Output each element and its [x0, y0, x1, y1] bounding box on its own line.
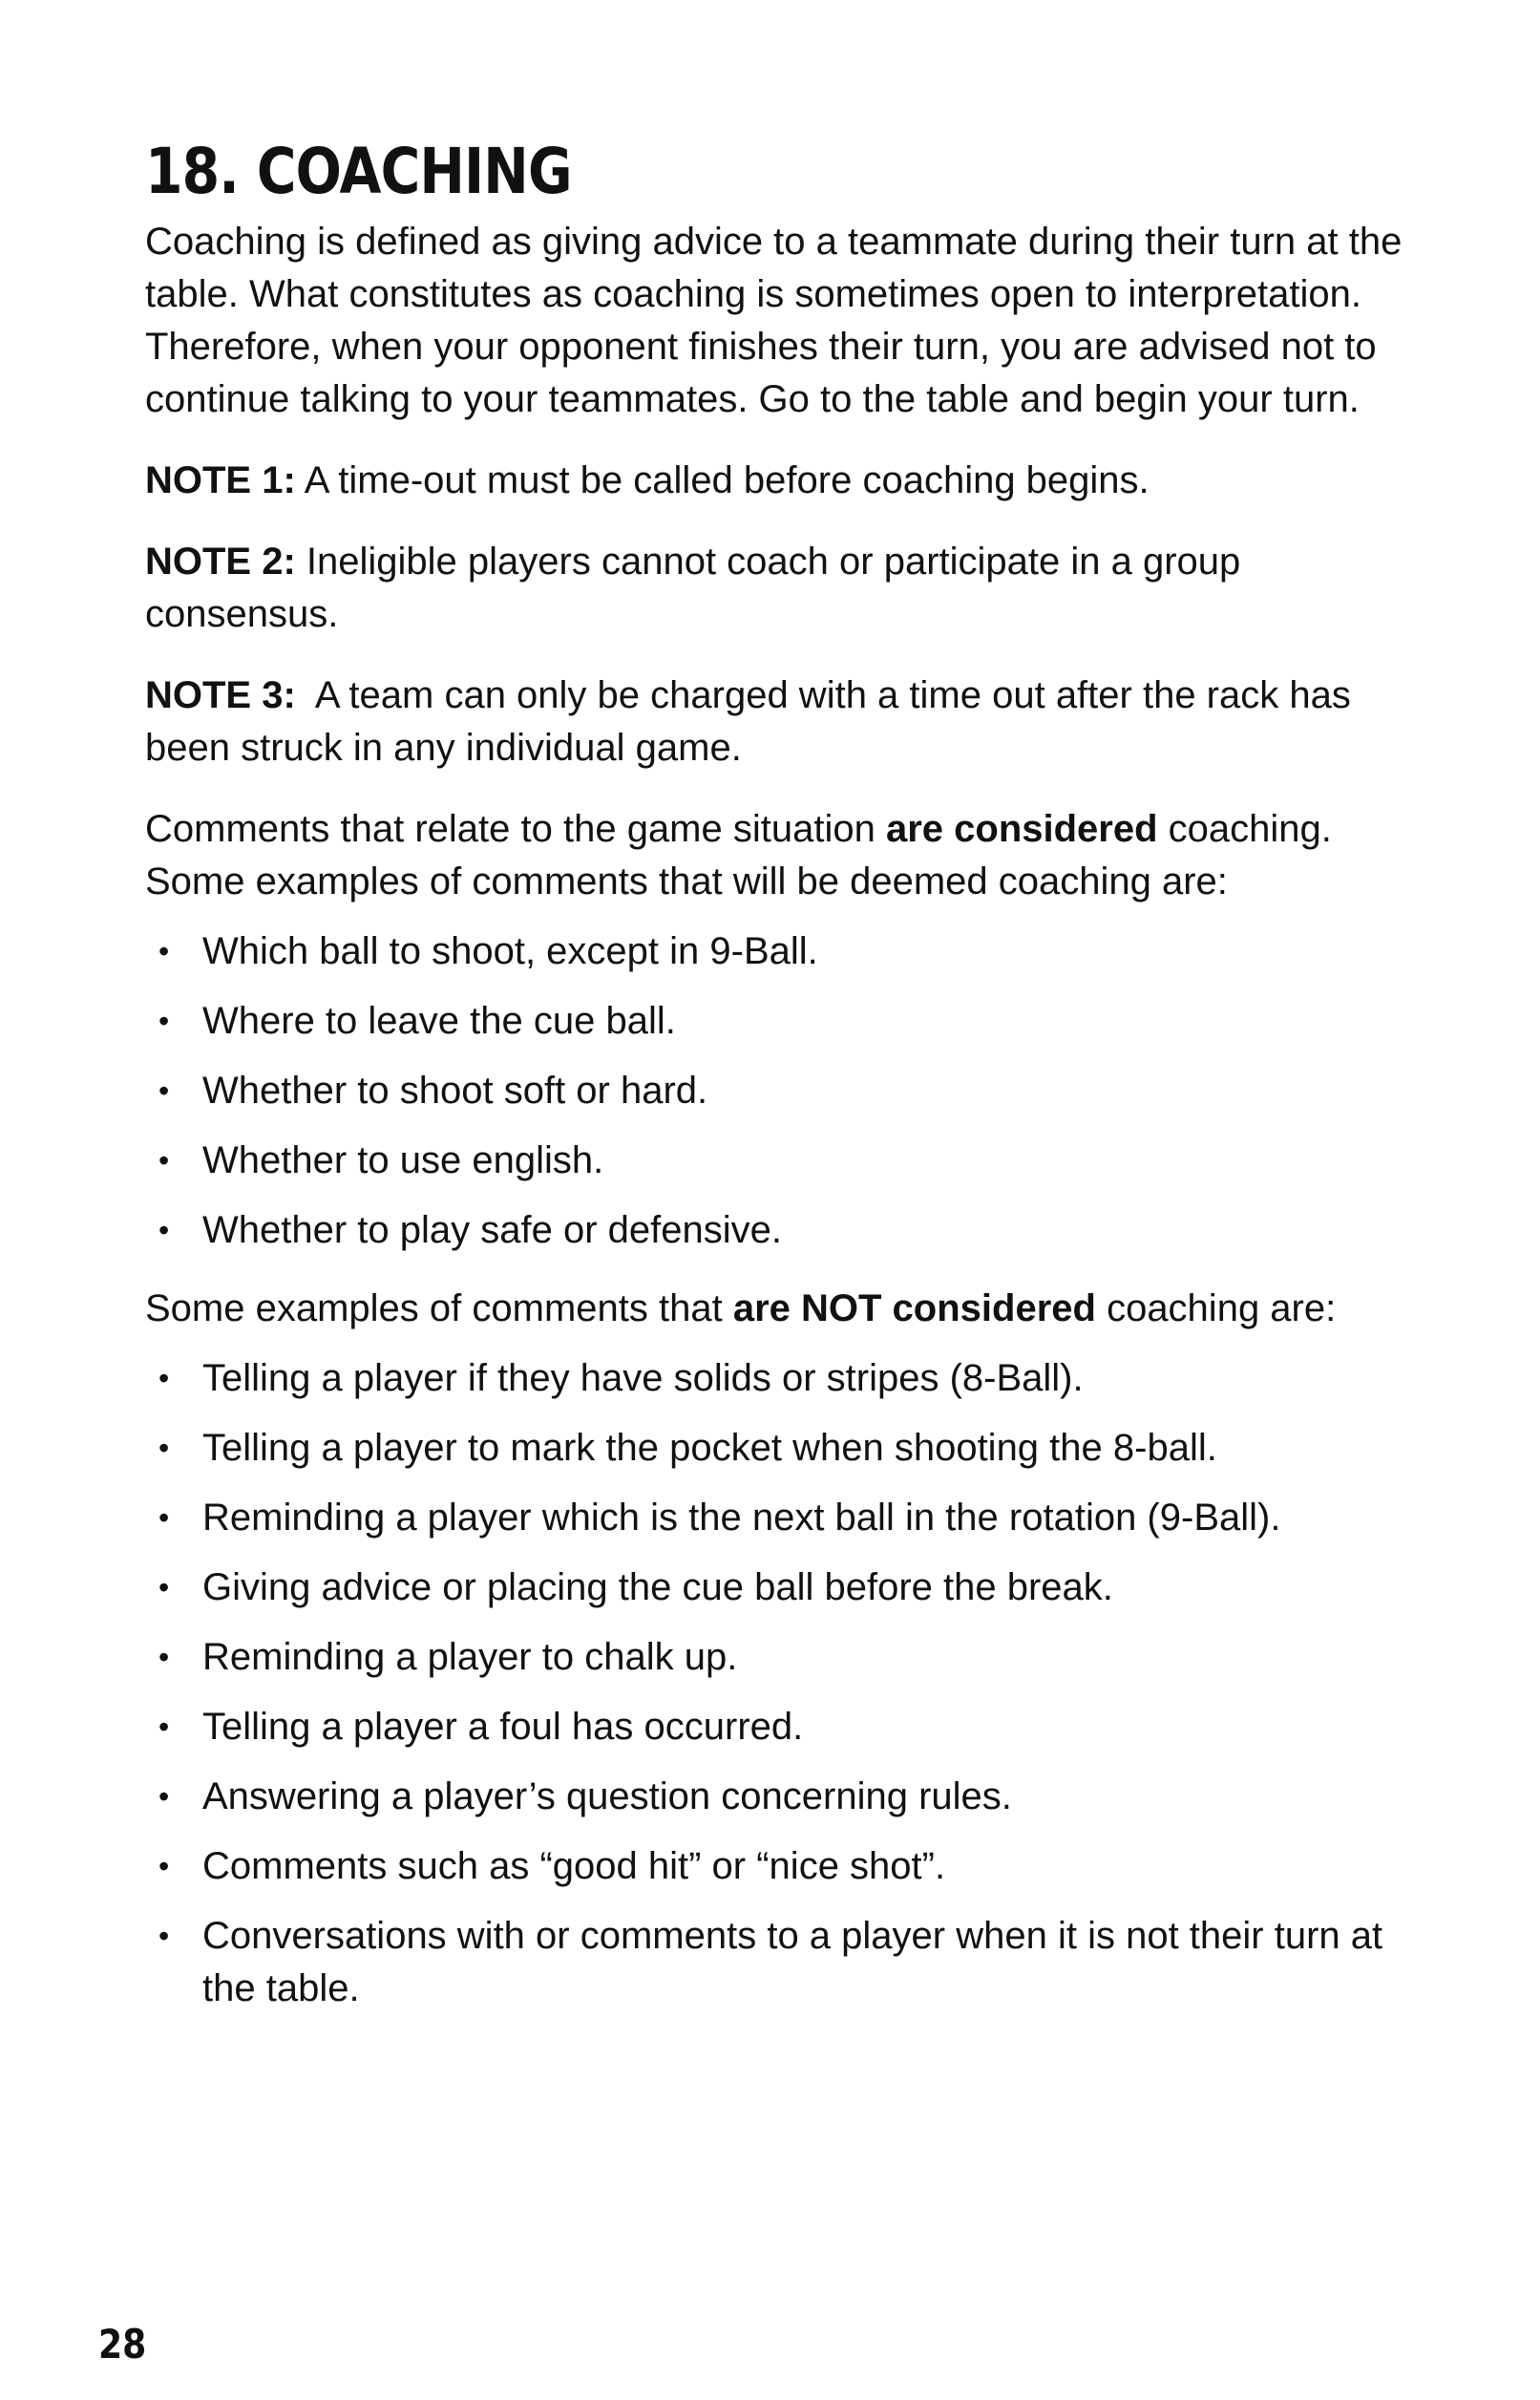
list-item-text: Whether to shoot soft or hard.	[202, 1070, 708, 1112]
page-number: 28	[98, 2321, 147, 2368]
bullet-icon: •	[158, 1213, 170, 1247]
list-item	[145, 1840, 1415, 1893]
list-item-text: Where to leave the cue ball.	[202, 1000, 676, 1042]
list-item	[145, 1701, 1415, 1753]
list-item-text: Which ball to shoot, except in 9-Ball.	[202, 930, 818, 972]
not-considered-intro	[145, 1283, 1415, 1335]
list-item-text: Conversations with or comments to a player when it is not their turn at the table.	[202, 1915, 1383, 2009]
note-3-label: NOTE 3:	[145, 674, 296, 716]
note-3-text: A team can only be charged with a time out after the rack has been struck in any individual game.	[145, 674, 1361, 769]
list-item-text: Telling a player if they have solids or stripes (8-Ball).	[202, 1357, 1084, 1399]
list-item	[145, 1561, 1415, 1614]
not-considered-intro-after: coaching are:	[1095, 1287, 1337, 1329]
considered-list	[145, 925, 1415, 1257]
list-item-text: Giving advice or placing the cue ball before the break.	[202, 1566, 1113, 1608]
list-item	[145, 1065, 1415, 1117]
list-item	[145, 1135, 1415, 1187]
list-item-text: Whether to play safe or defensive.	[202, 1209, 782, 1251]
bullet-icon: •	[158, 1361, 170, 1395]
considered-intro-before: Comments that relate to the game situation	[145, 808, 886, 850]
list-item-text: Telling a player to mark the pocket when shooting the 8-ball.	[202, 1427, 1217, 1469]
bullet-icon: •	[158, 1004, 170, 1038]
bullet-icon: •	[158, 1073, 170, 1108]
not-considered-list	[145, 1352, 1415, 2015]
list-item	[145, 1352, 1415, 1405]
list-item	[145, 1492, 1415, 1544]
page-content	[145, 134, 1415, 2041]
note-1	[145, 455, 1415, 507]
note-2-text: Ineligible players cannot coach or participate in a group consensus.	[145, 541, 1241, 635]
note-3	[145, 669, 1415, 775]
section-title: 18. COACHING	[145, 135, 572, 208]
list-item	[145, 1204, 1415, 1257]
list-item-text: Answering a player’s question concerning rules.	[202, 1775, 1012, 1817]
bullet-icon: •	[158, 1500, 170, 1535]
bullet-icon: •	[158, 1143, 170, 1178]
considered-intro-bold: are considered	[885, 808, 1158, 850]
bullet-icon: •	[158, 1570, 170, 1604]
bullet-icon: •	[158, 1919, 170, 1953]
bullet-icon: •	[158, 1710, 170, 1744]
body-text	[145, 216, 1415, 2015]
list-item	[145, 1771, 1415, 1823]
note-2-label: NOTE 2:	[145, 541, 296, 583]
intro-paragraph: Coaching is defined as giving advice to a teammate during their turn at the table. What constitutes as coaching is sometimes open to interpretation. Therefore, when your opponent finishes their turn, you are advised not to continue talking to your teammates. Go to the table and begin your turn.	[145, 221, 1403, 420]
list-item	[145, 995, 1415, 1048]
list-item-text: Reminding a player which is the next ball in the rotation (9-Ball).	[202, 1497, 1281, 1539]
not-considered-intro-before: Some examples of comments that	[145, 1287, 733, 1329]
list-item	[145, 925, 1415, 978]
bullet-icon: •	[158, 1779, 170, 1814]
considered-intro	[145, 803, 1415, 908]
considered-intro-after: coaching. Some examples of comments that will be deemed coaching are:	[145, 808, 1343, 903]
list-item-text: Whether to use english.	[202, 1139, 604, 1181]
bullet-icon: •	[158, 1849, 170, 1883]
list-item	[145, 1910, 1415, 2015]
not-considered-intro-bold: are NOT considered	[732, 1287, 1096, 1329]
note-1-label: NOTE 1:	[145, 459, 296, 501]
list-item-text: Telling a player a foul has occurred.	[202, 1706, 804, 1748]
bullet-icon: •	[158, 1640, 170, 1674]
bullet-icon: •	[158, 1431, 170, 1465]
list-item	[145, 1422, 1415, 1475]
note-2	[145, 536, 1415, 641]
bullet-icon: •	[158, 934, 170, 968]
list-item-text: Comments such as “good hit” or “nice shot”.	[202, 1845, 946, 1887]
list-item	[145, 1631, 1415, 1684]
note-1-text: A time-out must be called before coaching begins.	[295, 459, 1150, 501]
list-item-text: Reminding a player to chalk up.	[202, 1636, 738, 1678]
